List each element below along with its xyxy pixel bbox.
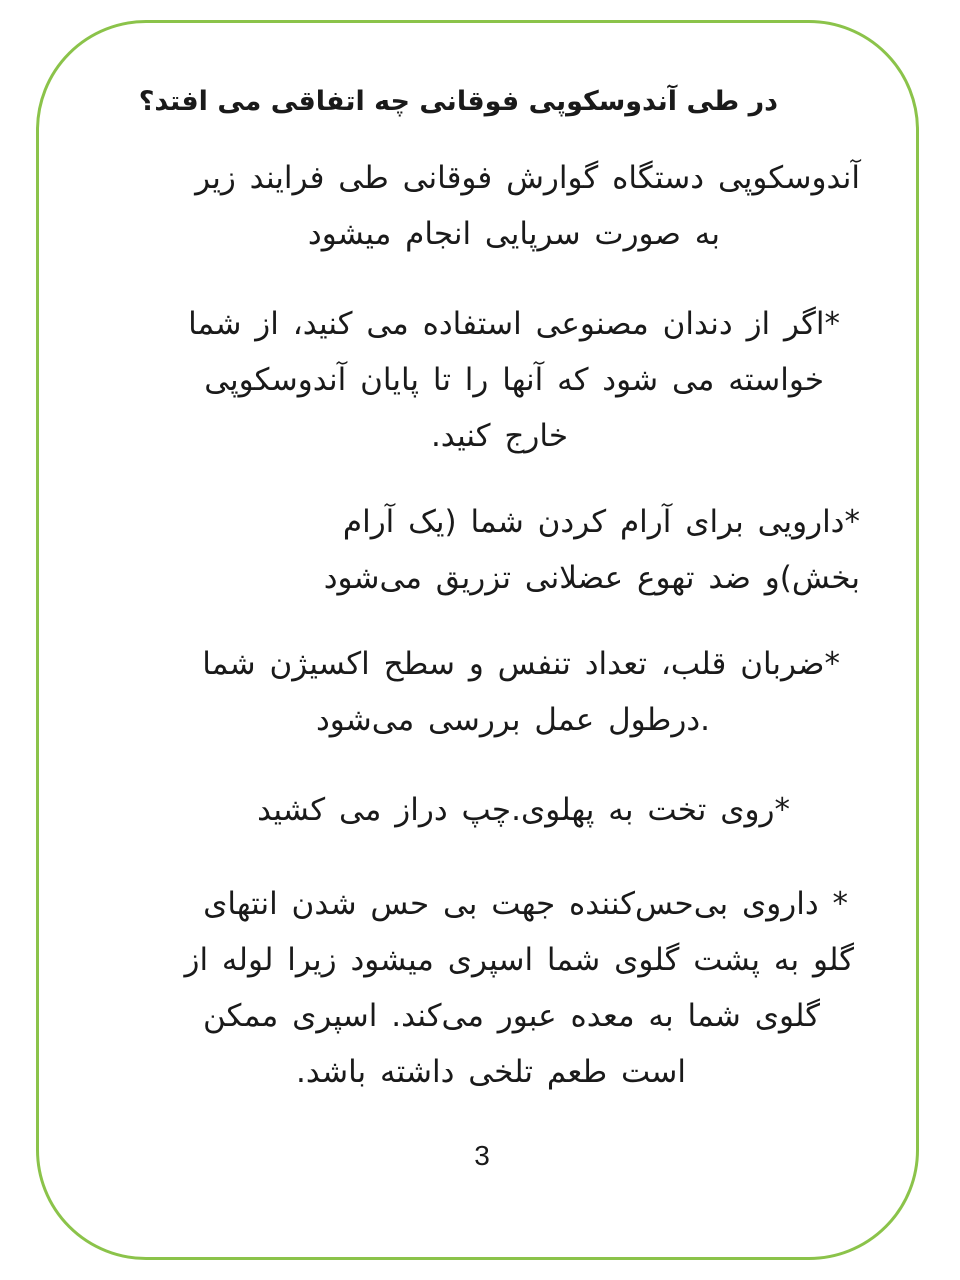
- paragraph-line: *دارویی برای آرام کردن شما (یک آرام: [342, 504, 860, 540]
- paragraph-line: گلو به پشت گلوی شما اسپری میشود زیرا لوله از: [184, 942, 854, 978]
- paragraph-line: است طعم تلخی داشته باشد.: [296, 1054, 686, 1090]
- page-content: [100, 72, 860, 1100]
- paragraph-line: آندوسکوپی دستگاه گوارش فوقانی طی فرایند زیر: [195, 160, 860, 196]
- paragraph-position: [100, 782, 860, 838]
- paragraph-monitoring: [100, 636, 860, 748]
- paragraph-line: به صورت سرپایی انجام میشود: [307, 216, 720, 252]
- paragraph-line: *روی تخت به پهلوی.چپ دراز می کشید: [257, 792, 790, 828]
- paragraph-intro: [100, 150, 860, 262]
- paragraph-line: بخش)و ضد تهوع عضلانی تزریق می‌شود: [323, 560, 860, 596]
- paragraph-sedative: [100, 494, 860, 606]
- paragraph-line: خواسته می شود که آنها را تا پایان آندوسکوپی: [204, 362, 824, 398]
- paragraph-line: گلوی شما به معده عبور می‌کند. اسپری ممکن: [202, 998, 820, 1034]
- paragraph-line: *اگر از دندان مصنوعی استفاده می کنید، از شما: [188, 306, 840, 342]
- paragraph-line: .درطول عمل بررسی می‌شود: [315, 702, 710, 738]
- paragraph-line: * داروی بی‌حس‌کننده جهت بی حس شدن انتهای: [203, 886, 848, 922]
- page-title: در طی آندوسکوپی فوقانی چه اتفاقی می افتد؟: [138, 86, 778, 117]
- paragraph-line: *ضربان قلب، تعداد تنفس و سطح اکسیژن شما: [202, 646, 840, 682]
- paragraph-anesthetic-spray: [100, 876, 860, 1100]
- paragraph-line: خارج کنید.: [430, 418, 568, 454]
- paragraph-dentures: [100, 296, 860, 464]
- page-number: 3: [474, 1140, 490, 1171]
